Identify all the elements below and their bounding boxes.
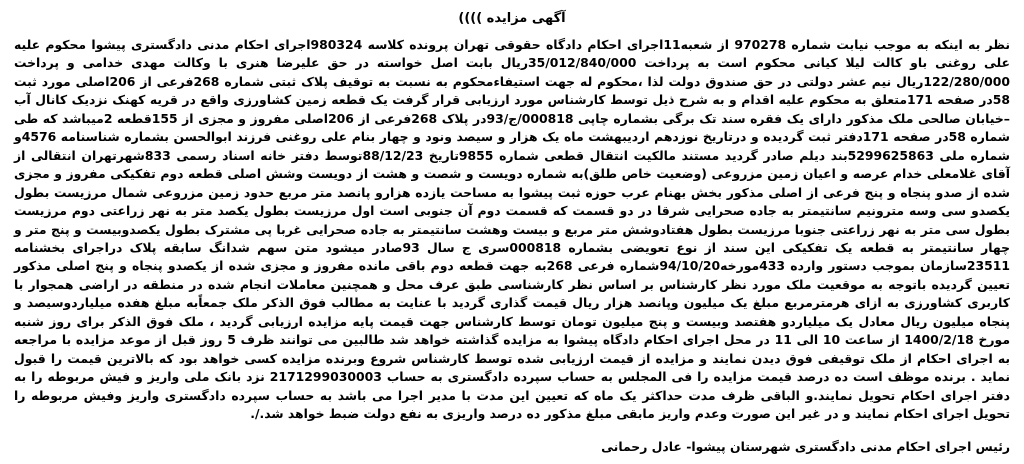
notice-signature: رئیس اجرای احکام مدنی دادگستری شهرستان پیشوا- عادل رحمانی <box>601 438 1010 454</box>
notice-title: آگهی مزایده )))) <box>458 11 566 26</box>
notice-body: نظر به اینکه به موجب نیابت شماره 970278 از شعبه11اجرای احکام دادگاه حقوقی تهران پرونده کلاسه 980324اجرای احکام مدنی دادگستری پیشوا محکوم علیه علی روغنی باو کالت لیلا کیانی محکوم است به پرداخت 35/012/840/000ریال بابت اصل خواسته در حق علیرضا هنری با وکالت مهدی خدامی و پرداخت 122/280/000ریال نیم عشر دولتی در حق صندوق دولت لذا ،محکوم له جهت استیفاءمحکوم به نسبت به توقیف پلاک ثبتی شماره 268فرعی از 206اصلی مورد ثبت 58در صفحه 171متعلق به محکوم علیه اقدام و به شرح ذیل توسط کارشناس مورد ارزیابی قرار گرفت یک قطعه زمین کشاورزی واقع در قریه کهنک نزدیک کانال آب –خیابان صالحی ملک مذکور دارای یک فقره سند تک برگی بشماره چاپی 000818/ج/93در پلاک 268فرعی از 206اصلی مفروز و مجزی از 155قطعه 2میباشد که طی شماره 58در صفحه 171دفتر ثبت گردیده و درتاریخ نوزدهم اردیبهشت ماه یک هزار و سیصد ونود و چهار بنام علی روغنی فرزند ابوالحسن بشماره شناسنامه 4576و شماره ملی 5299625863بند دیلم صادر گردید مستند مالکیت انتقال قطعی شماره 9855تاریخ 88/12/23توسط دفتر خانه اسناد رسمی 833شهرتهران انتقالی از آقای غلامعلی خدام عرصه و اعیان زمین مزروعی (وضعیت خاص طلق)به شماره دویست و شصت و هشت از دویست وشش اصلی قطعه دوم تفکیکی مفروز و مجزی شده از صدو پنجاه و پنج فرعی از اصلی مذکور بخش بهنام عرب حوزه ثبت پیشوا به مساحت یازده هزارو پانصد متر مربع حدود زمین مزروعی شمال مرزیست بطول یکصدو سی وسه مترونیم سانتیمتر به جاده صحرایی شرقا در دو قسمت که قسمت دوم آن جنوبی است اول مرزیست بطول یکصد متر به نهر زراعتی دوم مرزیست بطول سی متر به نهر زراعتی جنوبا مرزیست بطول هفتادوشش متر مربع و بیست وهشت سانتیمتر به جاده صحرایی غربا پی مشترک بطول یکصدوبیست و پنج متر و چهار سانتیمتر به قطعه یک تفکیکی این سند از نوع تعویضی بشماره 000818سری ج سال 93صادر میشود متن سهم شدانگ سابقه پلاک دراجرای بخشنامه 23511سازمان بموجب دستور وارده 433مورخه94/10/20شماره فرعی 268به جهت قطعه دوم باقی مانده مفروز و مجزی شده از یکصدو پنجاه و پنج اصلی مذکور تعیین گردیده باتوجه به موقعیت ملک مورد نظر کارشناس بر اساس نظر کارشناسی طبق عرف محل و همچنین معاملات انجام شده در منطقه در اراضی همجوار با کاربری کشاورزی به ازای هرمترمربع مبلغ یک میلیون وپانصد هزار ریال قیمت گذاری گردید با عنایت به مطالب فوق الذکر ملک جمعاًبه مبلغ هفده میلیاردوسیصد و پنجاه میلیون ریال معادل یک میلیاردو هفتصد وبیست و پنج میلیون تومان توسط کارشناس جهت قیمت پایه مزایده ارزیابی گردید ، ملک فوق الذکر برای روز شنبه مورخ 1400/2/18 از ساعت 10 الی 11 در محل اجرای احکام دادگاه پیشوا به مزایده گذاشته خواهد شد طالبین می توانند ظرف 5 روز قبل از موعد مزایده با مراجعه به اجرای احکام از ملک توقیفی فوق دیدن نمایند و مزایده از قیمت ارزیابی شده توسط کارشناس شروع وبرنده مزایده کسی خواهد بود که بالاترین قیمت را قبول نماید . برنده موظف است ده درصد قیمت مزایده را فی المجلس به حساب سپرده دادگستری به حساب 2171299030003 نزد بانک ملی واریز و فیش مربوطه را به دفتر اجرای احکام تحویل نمایند.و الباقی ظرف مدت حداکثر یک ماه که تعیین این مدت با مدیر اجرا می باشد به حساب سپرده دادگستری واریز وفیش مربوطه را تحویل اجرای احکام نمایند و در غیر این صورت وعدم واریز مابقی مبلغ مذکور ده درصد واریزی به نفع دولت ضبط خواهد شد./. <box>14 37 1010 422</box>
